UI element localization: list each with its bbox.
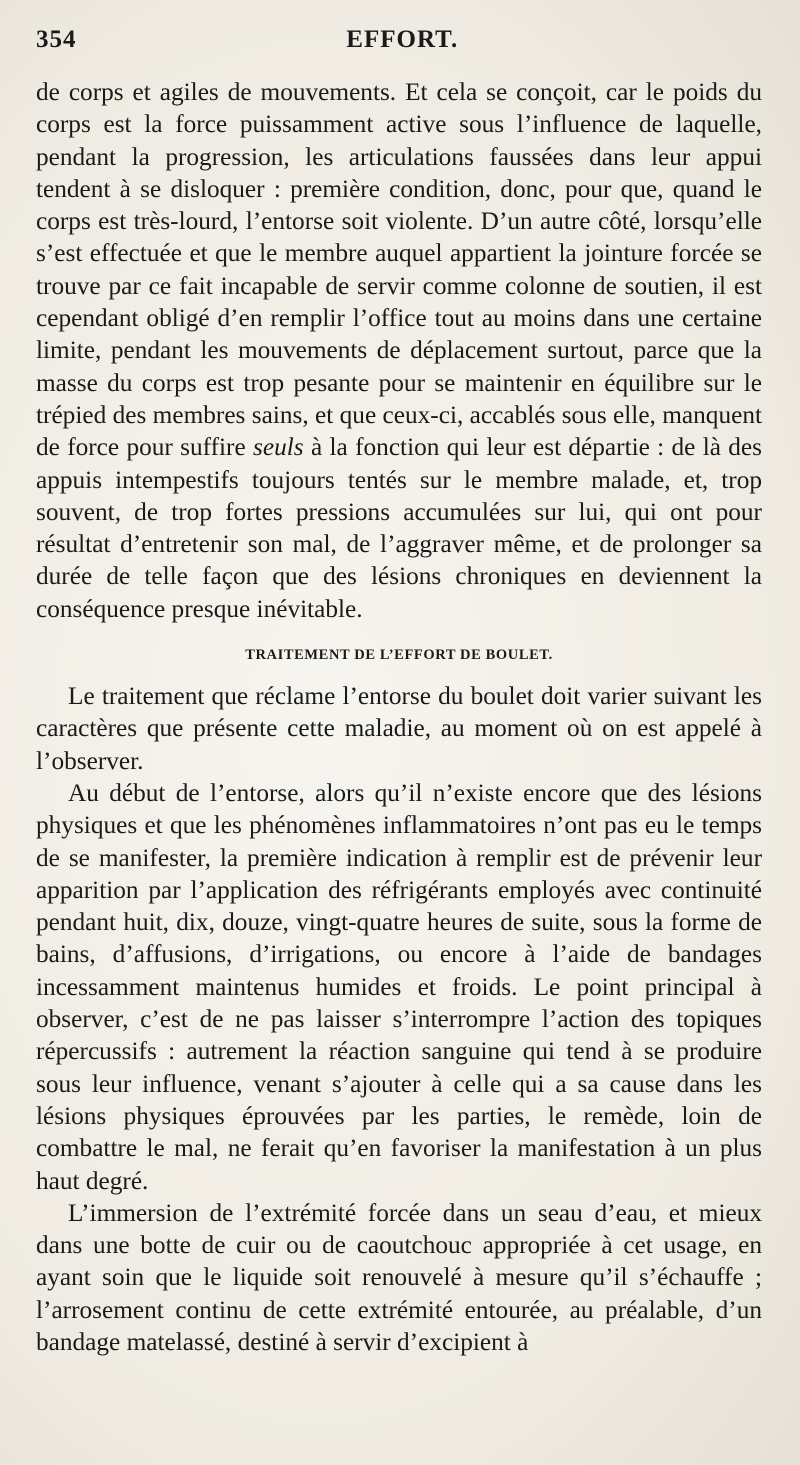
paragraph-treatment-intro: Le traitement que réclame l’entorse du boulet doit varier suivant les caractères que présente cette maladie, au moment où on est appelé à l’observer.	[36, 682, 762, 775]
paragraph-1-text-a: de corps et agiles de mouvements. Et cela se conçoit, car le poids du corps est la force puissamment active sous l’influence de laquelle, pendant la progression, les articulations faussées dans leur appui tendent à se disloquer : première condition, donc, pour que, quand le corps est très-lourd, l’entorse soit violente. D’un autre côté, lorsqu’elle s’est effectuée et que le membre auquel appartient la jointure forcée se trouve par ce fait incapable de servir comme colonne de soutien, il est cependant obligé d’en remplir l’office tout au moins dans une certaine limite, pendant les mouvements de déplacement surtout, parce que la masse du corps est trop pesante pour se maintenir en équilibre sur le trépied des membres sains, et que ceux-ci, accablés sous elle, manquent de force pour suffire	[36, 78, 762, 462]
paragraph-continued	[36, 76, 762, 625]
page-header	[36, 26, 762, 76]
running-title: EFFORT.	[346, 26, 459, 53]
page-number: 354	[36, 26, 77, 53]
paragraph-early-stage: Au début de l’entorse, alors qu’il n’existe encore que des lésions physiques et que les phénomènes inflammatoires n’ont pas eu le temps de se manifester, la première indication à remplir est de prévenir leur apparition par l’application des réfrigérants employés avec continuité pendant huit, dix, douze, vingt-quatre heures de suite, sous la forme de bains, d’affusions, d’irrigations, ou encore à l’aide de bandages incessamment maintenus humides et froids. Le point principal à observer, c’est de ne pas laisser s’interrompre l’action des topiques répercussifs : autrement la réaction sanguine qui tend à se produire sous leur influence, venant s’ajouter à celle qui a sa cause dans les lésions physiques éprouvées par les parties, le remède, loin de combattre le mal, ne ferait qu’en favoriser la manifestation à un plus haut degré.	[36, 778, 762, 1195]
paragraph-1-text-b: à la fonction qui leur est départie : de là des appuis intempestifs toujours tentés sur le membre malade, et, trop souvent, de trop fortes pressions accumulées sur lui, qui ont pour résultat d’entretenir son mal, de l’aggraver même, et de prolonger sa durée de telle façon que des lésions chroniques en deviennent la conséquence presque inévitable.	[36, 433, 763, 623]
paragraph-immersion: L’immersion de l’extrémité forcée dans un seau d’eau, et mieux dans une botte de cuir ou de caoutchouc appropriée à cet usage, en ayant soin que le liquide soit renouvelé à mesure qu’il s’échauffe ; l’arrosement continu de cette extrémité entourée, au préalable, d’un bandage matelassé, destiné à servir d’excipient à	[36, 1198, 762, 1356]
section-heading: TRAITEMENT DE L’EFFORT DE BOULET.	[245, 647, 553, 664]
italic-word: seuls	[253, 433, 304, 462]
